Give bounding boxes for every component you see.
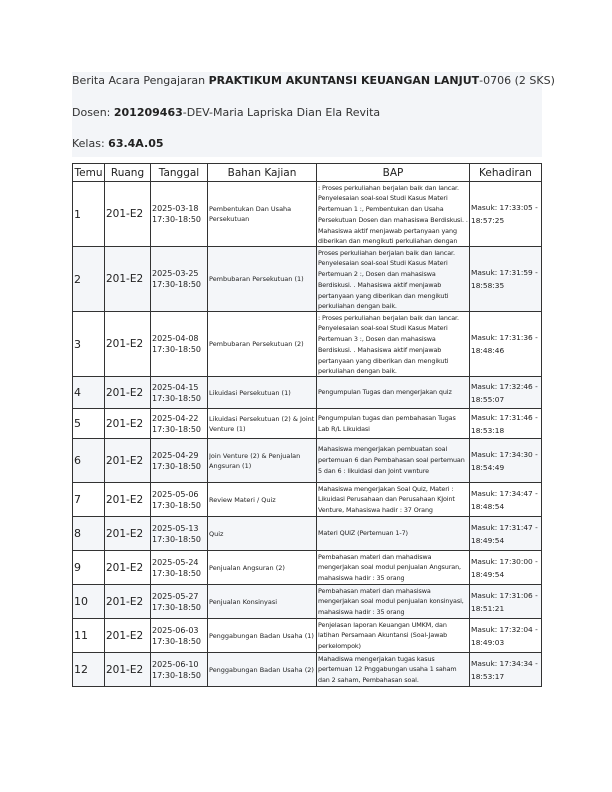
lecturer-name: -DEV-Maria Lapriska Dian Ela Revita <box>182 106 381 119</box>
meeting-number: 11 <box>74 629 88 642</box>
meeting-number: 5 <box>74 417 81 430</box>
room-code: 201-E2 <box>106 595 144 608</box>
date-cell <box>151 483 208 517</box>
topic-cell <box>208 182 317 247</box>
topic-cell <box>208 619 317 653</box>
meeting-number-cell <box>73 483 105 517</box>
topic-text: Join Venture (2) & Penjualan Angsuran (1) <box>209 451 301 470</box>
attendance-cell <box>470 312 542 377</box>
table-row <box>73 585 542 619</box>
attendance-cell <box>470 551 542 585</box>
meeting-number: 2 <box>74 272 81 286</box>
attendance-text: Masuk: 17:34:30 - 18:54:49 <box>471 449 538 472</box>
room-cell <box>105 653 151 687</box>
column-header-date: Tanggal <box>151 164 208 182</box>
date-cell <box>151 585 208 619</box>
room-cell <box>105 619 151 653</box>
room-code: 201-E2 <box>106 663 144 676</box>
room-cell <box>105 551 151 585</box>
topic-cell <box>208 517 317 551</box>
room-cell <box>105 517 151 551</box>
attendance-cell <box>470 517 542 551</box>
meeting-date: 2025-03-25 <box>152 269 199 278</box>
bap-text: : Proses perkuliahan berjalan baik dan lancar. Penyelesaian soal-soal Studi Kasus Materi Pertemuan 3 :, Dosen dan mahasiswa Berdiskusi. . Mahasiswa aktif menjawab pertanyaan yang diberikan dan mengikuti perkuliahan dengan baik. <box>318 313 459 376</box>
bap-text: Mahasiswa mengerjakan Soal Quiz, Materi : Likuidasi Perusahaan dan Perusahaan KJoint Venture, Mahasiswa hadir : 37 Orang <box>318 484 455 515</box>
attendance-cell <box>470 409 542 439</box>
table-row <box>73 409 542 439</box>
meeting-number-cell <box>73 439 105 483</box>
topic-text: Quiz <box>209 529 224 538</box>
attendance-text: Masuk: 17:32:04 - 18:49:03 <box>471 624 538 647</box>
lecturer-line <box>72 106 542 120</box>
topic-text: Likuidasi Persekutuan (1) <box>209 388 291 397</box>
room-code: 201-E2 <box>106 273 144 285</box>
date-cell <box>151 312 208 377</box>
bap-cell <box>317 247 470 312</box>
column-header-topic: Bahan Kajian <box>208 164 317 182</box>
table-row <box>73 653 542 687</box>
meeting-number: 7 <box>74 493 81 506</box>
table-row <box>73 483 542 517</box>
meeting-time: 17:30-18:50 <box>152 280 201 289</box>
room-code: 201-E2 <box>106 386 144 399</box>
topic-text: Pembubaran Persekutuan (2) <box>209 340 304 348</box>
bap-cell <box>317 439 470 483</box>
meeting-time: 17:30-18:50 <box>152 534 201 544</box>
meeting-number: 6 <box>74 454 81 467</box>
attendance-cell <box>470 653 542 687</box>
room-cell <box>105 409 151 439</box>
bap-text: Pengumpulan tugas dan pembahasan Tugas Lab R/L Likuidasi <box>318 413 456 433</box>
room-cell <box>105 182 151 247</box>
meeting-number: 3 <box>74 337 81 351</box>
meeting-number-cell <box>73 551 105 585</box>
meeting-time: 17:30-18:50 <box>152 393 201 403</box>
column-header-meeting: Temu <box>73 164 105 182</box>
bap-text: Pembahasan materi dan mahadiswa mengerjakan soal modul penjualan Angsuran, mahasiswa hadir : 35 orang <box>318 552 461 583</box>
meeting-date: 2025-04-29 <box>152 450 199 460</box>
topic-cell <box>208 551 317 585</box>
room-cell <box>105 483 151 517</box>
topic-text: Penggabungan Badan Usaha (1) <box>209 631 314 640</box>
course-name: PRAKTIKUM AKUNTANSI KEUANGAN LANJUT <box>208 74 480 87</box>
topic-text: Likuidasi Persekutuan (2) & Joint Venture (1) <box>209 414 315 433</box>
room-code: 201-E2 <box>106 208 144 220</box>
table-row <box>73 182 542 247</box>
teaching-record-table <box>72 163 542 687</box>
topic-cell <box>208 377 317 409</box>
meeting-time: 17:30-18:50 <box>152 345 201 354</box>
meeting-number-cell <box>73 182 105 247</box>
lecturer-id: 201209463 <box>113 106 183 119</box>
room-code: 201-E2 <box>106 338 144 350</box>
meeting-time: 17:30-18:50 <box>152 602 201 612</box>
attendance-text: Masuk: 17:32:46 - 18:55:07 <box>471 381 538 404</box>
meeting-number: 12 <box>74 663 88 676</box>
attendance-text: Masuk: 17:31:47 - 18:49:54 <box>471 522 538 545</box>
topic-text: Review Materi / Quiz <box>209 495 276 504</box>
meeting-number-cell <box>73 312 105 377</box>
topic-text: Pembentukan Dan Usaha Persekutuan <box>209 205 292 223</box>
meeting-date: 2025-05-24 <box>152 557 199 567</box>
meeting-number: 1 <box>74 207 81 221</box>
attendance-cell <box>470 182 542 247</box>
date-cell <box>151 619 208 653</box>
room-cell <box>105 247 151 312</box>
attendance-text: Masuk: 17:31:59 - 18:58:35 <box>471 268 538 290</box>
meeting-time: 17:30-18:50 <box>152 424 201 434</box>
meeting-number-cell <box>73 409 105 439</box>
bap-text: Mahadiswa mengerjakan tugas kasus pertemuan 12 Pnggabungan usaha 1 saham dan 2 saham, Pembahasan soal. <box>318 654 457 685</box>
table-row <box>73 517 542 551</box>
table-row <box>73 551 542 585</box>
date-cell <box>151 182 208 247</box>
meeting-number-cell <box>73 247 105 312</box>
room-code: 201-E2 <box>106 417 144 430</box>
room-code: 201-E2 <box>106 561 144 574</box>
room-cell <box>105 439 151 483</box>
bap-cell <box>317 585 470 619</box>
meeting-number-cell <box>73 619 105 653</box>
table-header-row <box>73 164 542 182</box>
table-row <box>73 247 542 312</box>
date-cell <box>151 439 208 483</box>
meeting-time: 17:30-18:50 <box>152 461 201 471</box>
table-row <box>73 619 542 653</box>
attendance-cell <box>470 247 542 312</box>
room-code: 201-E2 <box>106 454 144 467</box>
column-header-room: Ruang <box>105 164 151 182</box>
bap-cell <box>317 653 470 687</box>
topic-cell <box>208 312 317 377</box>
topic-text: Pembubaran Persekutuan (1) <box>209 275 304 283</box>
bap-cell <box>317 551 470 585</box>
meeting-number: 4 <box>74 386 81 399</box>
topic-text: Penggabungan Badan Usaha (2) <box>209 665 314 674</box>
table-row <box>73 312 542 377</box>
class-label: Kelas: <box>72 137 109 150</box>
title-prefix: Berita Acara Pengajaran <box>72 74 209 87</box>
topic-cell <box>208 585 317 619</box>
bap-cell <box>317 517 470 551</box>
attendance-text: Masuk: 17:33:05 - 18:57:25 <box>471 203 538 225</box>
bap-text: Penjelasan laporan Keuangan UMKM, dan latihan Persamaan Akuntansi (Soal-Jawab perkelompok) <box>318 620 448 651</box>
topic-cell <box>208 653 317 687</box>
room-code: 201-E2 <box>106 527 144 540</box>
room-code: 201-E2 <box>106 493 144 506</box>
document-header <box>72 72 555 157</box>
bap-text: Mahasiswa mengerjakan pembuatan soal pertemuan 6 dan Pembahasan soal pertemuan 5 dan 6 : likuidasi dan Joint vwnture <box>318 445 465 475</box>
topic-cell <box>208 483 317 517</box>
meeting-date: 2025-04-15 <box>152 382 199 392</box>
meeting-date: 2025-03-18 <box>152 204 199 213</box>
meeting-time: 17:30-18:50 <box>152 215 201 224</box>
meeting-number-cell <box>73 585 105 619</box>
meeting-date: 2025-06-10 <box>152 659 199 669</box>
meeting-number: 10 <box>74 595 88 608</box>
course-title-line <box>72 74 555 88</box>
table-row <box>73 377 542 409</box>
attendance-text: Masuk: 17:30:00 - 18:49:54 <box>471 556 538 579</box>
topic-cell <box>208 409 317 439</box>
meeting-time: 17:30-18:50 <box>152 500 201 510</box>
date-cell <box>151 551 208 585</box>
date-cell <box>151 653 208 687</box>
course-code: -0706 (2 SKS) <box>479 74 555 87</box>
date-cell <box>151 377 208 409</box>
meeting-time: 17:30-18:50 <box>152 670 201 680</box>
meeting-number: 8 <box>74 527 81 540</box>
bap-cell <box>317 483 470 517</box>
bap-text: : Proses perkuliahan berjalan baik dan lancar. Penyelesaian soal-soal Studi Kasus Materi Pertemuan 1 :, Pembentukan dan Usaha Persekutuan Dosen dan mahasiswa Berdiskusi. . Mahasiswa aktif menjawab pertanyaan yang diberikan dan mengikuti perkuliahan dengan <box>318 183 468 246</box>
bap-text: Pembahasan materi dan mahasiswa mengerjakan soal modul penjualan konsinyasi, mahasiswa hadir : 35 orang <box>318 586 464 617</box>
bap-text: Proses perkuliahan berjalan baik dan lancar. Penyelesaian soal-soal Studi Kasus Materi Pertemuan 2 :, Dosen dan mahasiswa Berdiskusi. . Mahasiswa aktif menjawab pertanyaan yang diberikan dan mengikuti perkuliahan dengan baik. <box>318 248 455 311</box>
table-row <box>73 439 542 483</box>
bap-cell <box>317 619 470 653</box>
topic-cell <box>208 247 317 312</box>
topic-text: Penjualan Konsinyasi <box>209 597 278 606</box>
class-code: 63.4A.05 <box>108 137 164 150</box>
column-header-bap: BAP <box>317 164 470 182</box>
bap-cell <box>317 182 470 247</box>
meeting-date: 2025-06-03 <box>152 625 199 635</box>
bap-text: Pengumpulan Tugas dan mengerjakan quiz <box>318 388 452 397</box>
meeting-date: 2025-04-22 <box>152 413 199 423</box>
room-code: 201-E2 <box>106 629 144 642</box>
attendance-cell <box>470 585 542 619</box>
attendance-cell <box>470 439 542 483</box>
room-cell <box>105 585 151 619</box>
column-header-attendance: Kehadiran <box>470 164 542 182</box>
attendance-text: Masuk: 17:31:46 - 18:53:18 <box>471 412 538 435</box>
meeting-time: 17:30-18:50 <box>152 568 201 578</box>
topic-text: Penjualan Angsuran (2) <box>209 563 285 572</box>
topic-cell <box>208 439 317 483</box>
meeting-number: 9 <box>74 561 81 574</box>
class-line <box>72 137 542 151</box>
attendance-cell <box>470 483 542 517</box>
meeting-number-cell <box>73 517 105 551</box>
lecturer-label: Dosen: <box>72 106 114 119</box>
meeting-date: 2025-05-06 <box>152 489 199 499</box>
bap-text: Materi QUIZ (Pertemuan 1-7) <box>318 529 408 538</box>
bap-cell <box>317 409 470 439</box>
attendance-cell <box>470 619 542 653</box>
date-cell <box>151 517 208 551</box>
meeting-date: 2025-05-27 <box>152 591 199 601</box>
room-cell <box>105 312 151 377</box>
room-cell <box>105 377 151 409</box>
attendance-text: Masuk: 17:34:47 - 18:48:54 <box>471 488 538 511</box>
meeting-date: 2025-05-13 <box>152 523 199 533</box>
meeting-number-cell <box>73 377 105 409</box>
date-cell <box>151 409 208 439</box>
meeting-number-cell <box>73 653 105 687</box>
attendance-text: Masuk: 17:31:36 - 18:48:46 <box>471 333 538 355</box>
attendance-cell <box>470 377 542 409</box>
attendance-text: Masuk: 17:31:06 - 18:51:21 <box>471 590 538 613</box>
meeting-time: 17:30-18:50 <box>152 636 201 646</box>
bap-cell <box>317 377 470 409</box>
bap-cell <box>317 312 470 377</box>
meeting-date: 2025-04-08 <box>152 334 199 343</box>
date-cell <box>151 247 208 312</box>
attendance-text: Masuk: 17:34:34 - 18:53:17 <box>471 658 538 681</box>
